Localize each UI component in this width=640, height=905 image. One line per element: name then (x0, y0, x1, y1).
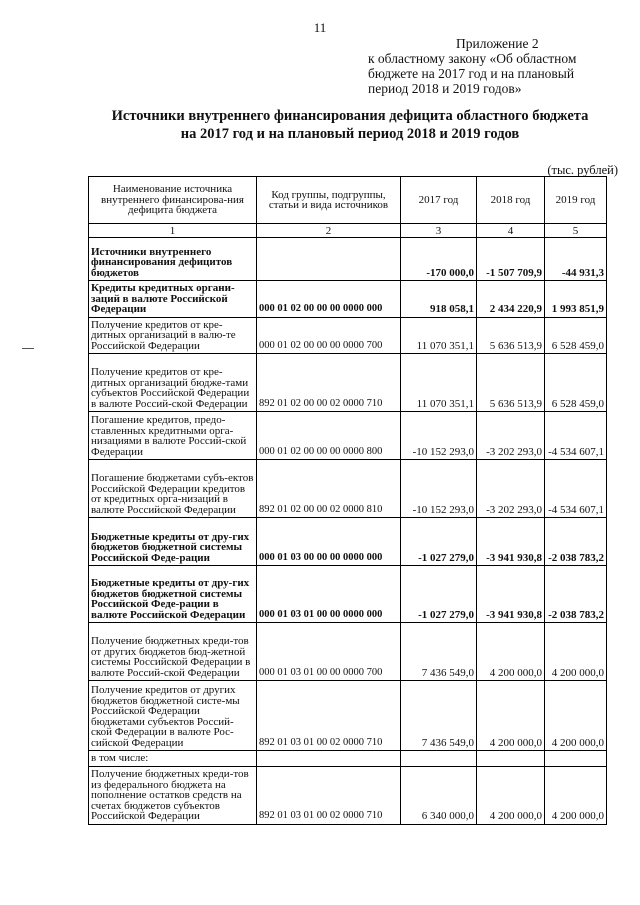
row-2017: -1 027 279,0 (401, 566, 477, 623)
table-row (89, 281, 607, 318)
col-number: 5 (545, 224, 607, 238)
row-name: Погашение бюджетами субъ-ектов Российской Федерации кредитов от кредитных орга-низаций в валюте Российской Федерации (89, 460, 257, 518)
table-row (89, 766, 607, 824)
units-label: (тыс. рублей) (547, 163, 618, 177)
row-name: Получение кредитов от других бюджетов бюджетной систе-мы Российской Федерации бюджетами субъектов Россий-ской Федерации в валюте Рос-сийской Федерации (89, 681, 257, 751)
row-2018: -3 202 293,0 (477, 460, 545, 518)
row-2017: 7 436 549,0 (401, 681, 477, 751)
table-row (89, 412, 607, 460)
row-2017: 11 070 351,1 (401, 317, 477, 354)
appendix-header (368, 36, 630, 96)
col-number: 2 (257, 224, 401, 238)
row-2017: -1 027 279,0 (401, 518, 477, 566)
col-number: 1 (89, 224, 257, 238)
table-row (89, 238, 607, 281)
row-code: 892 01 02 00 00 02 0000 810 (257, 460, 401, 518)
row-code: 000 01 02 00 00 00 0000 000 (257, 281, 401, 318)
row-2017: 6 340 000,0 (401, 766, 477, 824)
row-2018: 5 636 513,9 (477, 317, 545, 354)
row-2019: -2 038 783,2 (545, 566, 607, 623)
row-2019: 4 200 000,0 (545, 623, 607, 681)
row-2019: 4 200 000,0 (545, 681, 607, 751)
row-2019: 6 528 459,0 (545, 317, 607, 354)
appendix-line-4: период 2018 и 2019 годов» (368, 81, 522, 96)
row-name: Получение бюджетных креди-тов от других бюджетов бюд-жетной системы Российской Федерации в валюте Россий-ской Федерации (89, 623, 257, 681)
row-2019: -2 038 783,2 (545, 518, 607, 566)
appendix-line-1: Приложение 2 (456, 36, 539, 51)
row-2018: 4 200 000,0 (477, 681, 545, 751)
margin-mark (22, 348, 34, 349)
row-name: Погашение кредитов, предо-ставленных кредитными орга-низациями в валюте Россий-ской Федерации (89, 412, 257, 460)
row-2017 (401, 751, 477, 767)
row-name: Бюджетные кредиты от дру-гих бюджетов бюджетной системы Российской Феде-рации в валюте Российской Федерации (89, 566, 257, 623)
table-row (89, 354, 607, 412)
row-name: Источники внутреннего финансирования дефицитов бюджетов (89, 238, 257, 281)
row-2019: -44 931,3 (545, 238, 607, 281)
row-2018 (477, 751, 545, 767)
table-row (89, 751, 607, 767)
row-2018: -1 507 709,9 (477, 238, 545, 281)
row-2018: -3 941 930,8 (477, 566, 545, 623)
row-2017: -10 152 293,0 (401, 412, 477, 460)
row-name: Бюджетные кредиты от дру-гих бюджетов бюджетной системы Российской Феде-рации (89, 518, 257, 566)
row-name: Получение бюджетных креди-тов из федерального бюджета на пополнение остатков средств на счетах бюджетов субъектов Российской Федерации (89, 766, 257, 824)
title-line-2: на 2017 год и на плановый период 2018 и 2019 годов (180, 126, 520, 142)
row-code (257, 238, 401, 281)
row-2017: 918 058,1 (401, 281, 477, 318)
table-row (89, 623, 607, 681)
row-code (257, 751, 401, 767)
row-2018: 4 200 000,0 (477, 766, 545, 824)
row-2019: 1 993 851,9 (545, 281, 607, 318)
row-code: 000 01 02 00 00 00 0000 800 (257, 412, 401, 460)
row-code: 892 01 03 01 00 02 0000 710 (257, 681, 401, 751)
col-number: 4 (477, 224, 545, 238)
page-number: 11 (313, 20, 327, 35)
document-title (80, 107, 620, 143)
row-2017: 7 436 549,0 (401, 623, 477, 681)
row-2018: 2 434 220,9 (477, 281, 545, 318)
row-2017: -10 152 293,0 (401, 460, 477, 518)
row-code: 892 01 02 00 00 02 0000 710 (257, 354, 401, 412)
row-2019: -4 534 607,1 (545, 412, 607, 460)
row-2019: -4 534 607,1 (545, 460, 607, 518)
row-code: 892 01 03 01 00 02 0000 710 (257, 766, 401, 824)
appendix-line-2: к областному закону «Об областном (368, 51, 577, 66)
header-2019: 2019 год (545, 177, 607, 224)
header-name: Наименование источника внутреннего финансирова-ния дефицита бюджета (89, 177, 257, 224)
header-code: Код группы, подгруппы, статьи и вида источников (257, 177, 401, 224)
appendix-line-3: бюджете на 2017 год и на плановый (368, 66, 575, 81)
row-name: Получение кредитов от кре-дитных организаций в валю-те Российской Федерации (89, 317, 257, 354)
row-code: 000 01 03 00 00 00 0000 000 (257, 518, 401, 566)
row-2017: -170 000,0 (401, 238, 477, 281)
row-2019: 4 200 000,0 (545, 766, 607, 824)
row-2018: -3 941 930,8 (477, 518, 545, 566)
row-code: 000 01 02 00 00 00 0000 700 (257, 317, 401, 354)
row-name: Получение кредитов от кре-дитных организаций бюдже-тами субъектов Российской Федерации в валюте Россий-ской Федерации (89, 354, 257, 412)
row-2018: 4 200 000,0 (477, 623, 545, 681)
row-2019: 6 528 459,0 (545, 354, 607, 412)
row-2018: -3 202 293,0 (477, 412, 545, 460)
row-name: в том числе: (89, 751, 257, 767)
table-row (89, 518, 607, 566)
header-2017: 2017 год (401, 177, 477, 224)
row-code: 000 01 03 01 00 00 0000 700 (257, 623, 401, 681)
row-code: 000 01 03 01 00 00 0000 000 (257, 566, 401, 623)
row-name: Кредиты кредитных органи-заций в валюте Российской Федерации (89, 281, 257, 318)
table-row (89, 566, 607, 623)
header-2018: 2018 год (477, 177, 545, 224)
row-2017: 11 070 351,1 (401, 354, 477, 412)
financing-sources-table (88, 176, 607, 825)
row-2019 (545, 751, 607, 767)
col-number: 3 (401, 224, 477, 238)
table-row (89, 460, 607, 518)
table-row (89, 317, 607, 354)
table-row (89, 681, 607, 751)
row-2018: 5 636 513,9 (477, 354, 545, 412)
title-line-1: Источники внутреннего финансирования дефицита областного бюджета (111, 108, 589, 124)
